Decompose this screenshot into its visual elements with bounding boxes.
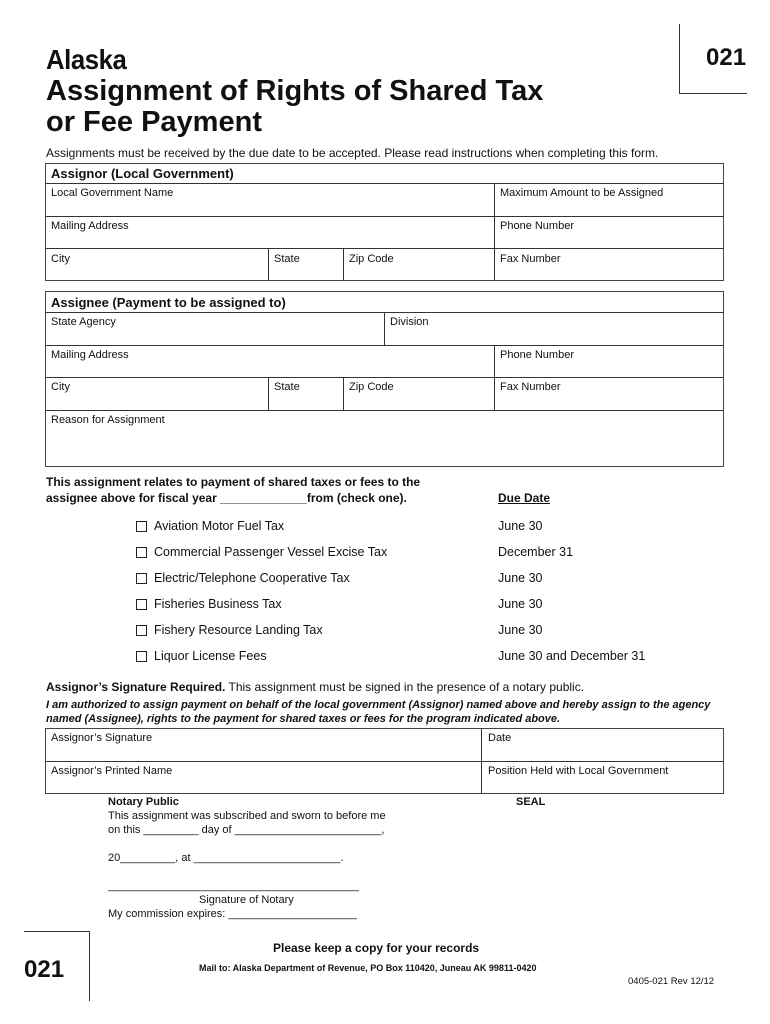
divider [24, 931, 90, 932]
assignee-mailing-address-field[interactable]: Mailing Address [51, 349, 129, 361]
state-agency-field[interactable]: State Agency [51, 316, 116, 328]
option-label: Liquor License Fees [154, 649, 267, 663]
notary-heading: Notary Public [108, 796, 179, 808]
division-field[interactable]: Division [390, 316, 429, 328]
assignor-mailing-address-field[interactable]: Mailing Address [51, 220, 129, 232]
divider [45, 216, 724, 217]
due-date-value: June 30 [498, 571, 543, 585]
divider [45, 248, 724, 249]
assignee-zip-field[interactable]: Zip Code [349, 381, 394, 393]
checkbox-icon[interactable] [136, 651, 147, 662]
max-amount-field[interactable]: Maximum Amount to be Assigned [500, 187, 664, 199]
assignor-phone-field[interactable]: Phone Number [500, 220, 574, 232]
due-date-value: June 30 [498, 519, 543, 533]
divider [494, 345, 495, 410]
divider [384, 312, 385, 345]
seal-label: SEAL [516, 796, 546, 808]
checkbox-icon[interactable] [136, 521, 147, 532]
option-cruise-ship[interactable] [136, 545, 387, 559]
option-label: Fisheries Business Tax [154, 597, 282, 611]
state-name: Alaska [46, 44, 127, 75]
commission-expires[interactable]: My commission expires: _____________________ [108, 908, 357, 920]
signature-required-bold: Assignor’s Signature Required. [46, 680, 226, 694]
option-fisheries-business[interactable] [136, 597, 282, 611]
mail-to-address: Mail to: Alaska Department of Revenue, PO Box 110420, Juneau AK 99811-0420 [199, 963, 537, 973]
assignor-state-field[interactable]: State [274, 253, 300, 265]
assignor-heading: Assignor (Local Government) [51, 166, 234, 181]
reason-field[interactable]: Reason for Assignment [51, 414, 165, 426]
option-fishery-landing[interactable] [136, 623, 323, 637]
assignee-phone-field[interactable]: Phone Number [500, 349, 574, 361]
form-number-top: 021 [706, 44, 747, 71]
notary-line-2[interactable]: on this _________ day of ________________________, [108, 824, 385, 836]
authorization-statement: I am authorized to assign payment on behalf of the local government (Assignor) named above and hereby assign to the agency named (Assignee), rights to the payment for shared taxes or fees for the program indicated above. [46, 699, 711, 725]
assignee-city-field[interactable]: City [51, 381, 70, 393]
assignor-signature-field[interactable]: Assignor’s Signature [51, 732, 153, 744]
divider [45, 761, 724, 762]
option-label: Electric/Telephone Cooperative Tax [154, 571, 350, 585]
due-date-value: June 30 [498, 623, 543, 637]
divider [45, 377, 724, 378]
page-title [46, 76, 646, 138]
option-liquor-license[interactable] [136, 649, 267, 663]
checkbox-icon[interactable] [136, 547, 147, 558]
revision-code: 0405-021 Rev 12/12 [628, 976, 715, 987]
divider [45, 183, 724, 184]
option-aviation[interactable] [136, 519, 284, 533]
option-label: Commercial Passenger Vessel Excise Tax [154, 545, 388, 559]
notary-signature-line[interactable]: _________________________________________ [108, 880, 359, 892]
checkbox-icon[interactable] [136, 573, 147, 584]
assignor-zip-field[interactable]: Zip Code [349, 253, 394, 265]
printed-name-field[interactable]: Assignor’s Printed Name [51, 765, 173, 777]
divider [268, 248, 269, 281]
relates-line-1: This assignment relates to payment of shared taxes or fees to the [46, 475, 421, 489]
notary-signature-label: Signature of Notary [199, 894, 294, 906]
due-date-value: June 30 [498, 597, 543, 611]
checkbox-icon[interactable] [136, 625, 147, 636]
divider [45, 345, 724, 346]
divider [343, 248, 344, 281]
form-number-divider [679, 24, 680, 94]
divider [268, 377, 269, 410]
title-line-2: or Fee Payment [46, 106, 262, 138]
divider [89, 931, 90, 1001]
notary-line-3[interactable]: 20_________, at ________________________. [108, 852, 344, 864]
notary-line-1: This assignment was subscribed and sworn to before me [108, 810, 386, 822]
due-date-value: June 30 and December 31 [498, 649, 646, 663]
signature-required-text: This assignment must be signed in the presence of a notary public. [228, 680, 585, 694]
signature-required [46, 680, 584, 694]
intro-text: Assignments must be received by the due date to be accepted. Please read instructions when completing this form. [46, 146, 659, 160]
option-label: Aviation Motor Fuel Tax [154, 519, 285, 533]
divider [494, 183, 495, 281]
form-number-underline [679, 93, 747, 94]
local-gov-name-field[interactable]: Local Government Name [51, 187, 174, 199]
due-date-heading: Due Date [498, 491, 551, 505]
position-held-field[interactable]: Position Held with Local Government [488, 765, 669, 777]
assignee-state-field[interactable]: State [274, 381, 300, 393]
due-date-value: December 31 [498, 545, 574, 559]
assignor-city-field[interactable]: City [51, 253, 70, 265]
option-label: Fishery Resource Landing Tax [154, 623, 323, 637]
relates-line-2: assignee above for fiscal year _____________from (check one). [46, 491, 407, 505]
keep-copy-notice: Please keep a copy for your records [273, 941, 480, 955]
divider [343, 377, 344, 410]
checkbox-icon[interactable] [136, 599, 147, 610]
title-line-1: Assignment of Rights of Shared Tax [46, 75, 544, 107]
option-electric-telephone[interactable] [136, 571, 350, 585]
divider [481, 728, 482, 794]
divider [45, 410, 724, 411]
assignee-heading: Assignee (Payment to be assigned to) [51, 295, 286, 310]
assignor-fax-field[interactable]: Fax Number [500, 253, 561, 265]
form-number-bottom: 021 [24, 956, 65, 983]
signature-date-field[interactable]: Date [488, 732, 512, 744]
assignee-fax-field[interactable]: Fax Number [500, 381, 561, 393]
